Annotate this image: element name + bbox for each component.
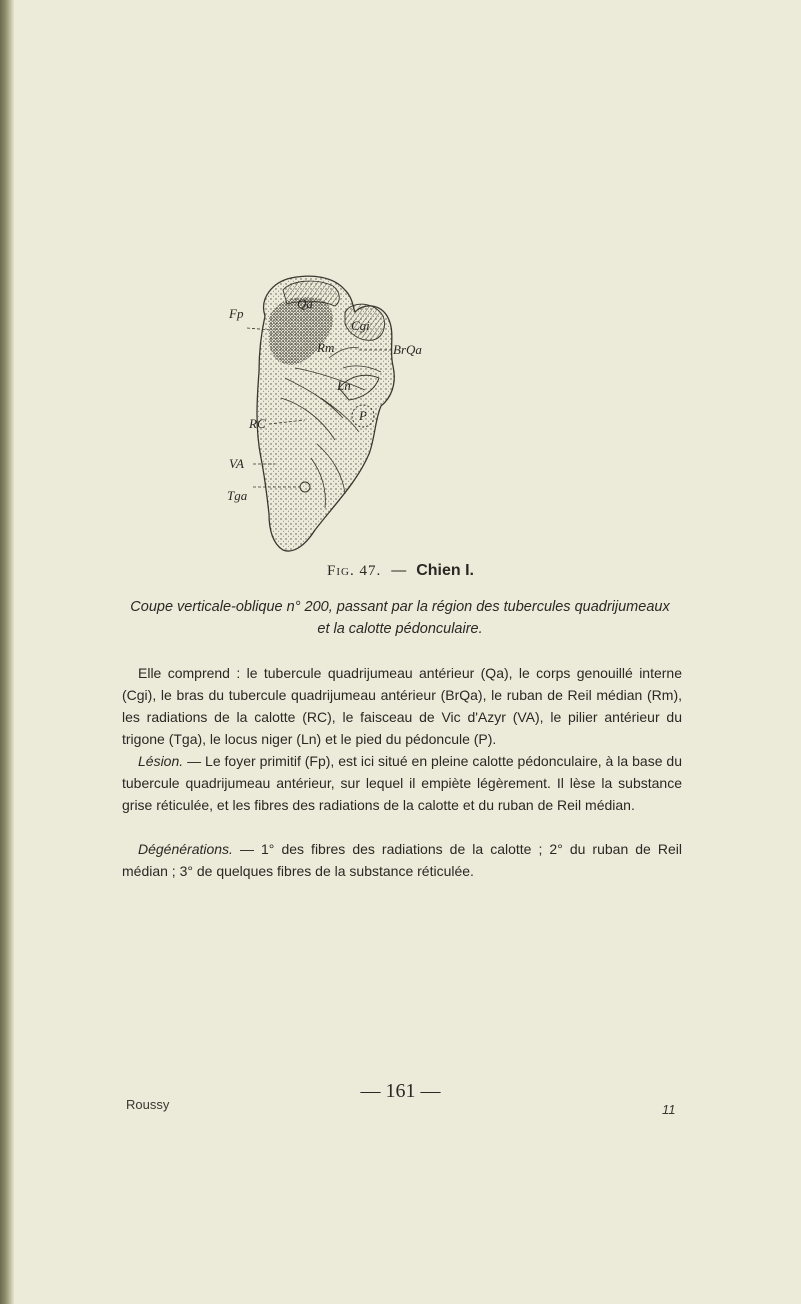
page-binding-edge (0, 0, 14, 1304)
figure-number: Fig. 47. (327, 563, 382, 579)
label-fp: Fp (229, 306, 244, 321)
paragraph-lead: Lésion. (138, 753, 184, 769)
paragraph-lead: Dégénérations. (138, 841, 233, 857)
page-number: — 161 — (360, 1080, 441, 1102)
label-rm: Rm (317, 340, 335, 355)
paragraph-text: — 1° des fibres des radiations de la calotte ; 2° du ruban de Reil médian ; 3° de quelques fibres de la substance réticulée. (122, 841, 682, 879)
library-stamp: Roussy (126, 1097, 170, 1112)
subtitle-line-2: et la calotte pédonculaire. (317, 621, 483, 637)
figure-title: Chien I. (416, 562, 474, 579)
label-rc: RC (249, 416, 266, 431)
paragraph-lesion (122, 750, 682, 816)
label-p: P (359, 408, 367, 423)
label-brqa: BrQa (393, 342, 422, 357)
label-ln: Ln (337, 378, 351, 393)
label-cgi: Cgi (351, 318, 370, 333)
paragraph-description (122, 662, 682, 750)
figure-subtitle (120, 596, 680, 640)
figure-caption (0, 562, 801, 580)
caption-dash: — (391, 562, 407, 579)
paragraph-text: Elle comprend : le tubercule quadrijumeau antérieur (Qa), le corps genouillé interne (Cgi), le bras du tubercule quadrijumeau antérieur (BrQa), le ruban de Reil médian (Rm), les radiations de la calotte (RC), le faisceau de Vic d'Azyr (VA), le pilier antérieur du trigone (Tga), le locus niger (Ln) et le pied du pédoncule (P). (122, 665, 682, 747)
label-tga: Tga (227, 488, 248, 503)
label-va: VA (229, 456, 244, 471)
brain-section-figure (225, 268, 545, 568)
paragraph-degenerations (122, 838, 682, 882)
label-qa: Qa (297, 296, 313, 311)
sheet-mark: 11 (662, 1102, 676, 1117)
paragraph-text: — Le foyer primitif (Fp), est ici situé en pleine calotte pédonculaire, à la base du tubercule quadrijumeau antérieur, sur lequel il empiète légèrement. Il lèse la substance grise réticulée, et les fibres des radiations de la calotte et du ruban de Reil médian. (122, 753, 682, 813)
subtitle-line-1: Coupe verticale-oblique n° 200, passant par la région des tubercules quadrijumeaux (130, 599, 670, 615)
brain-section-drawing (225, 268, 545, 568)
